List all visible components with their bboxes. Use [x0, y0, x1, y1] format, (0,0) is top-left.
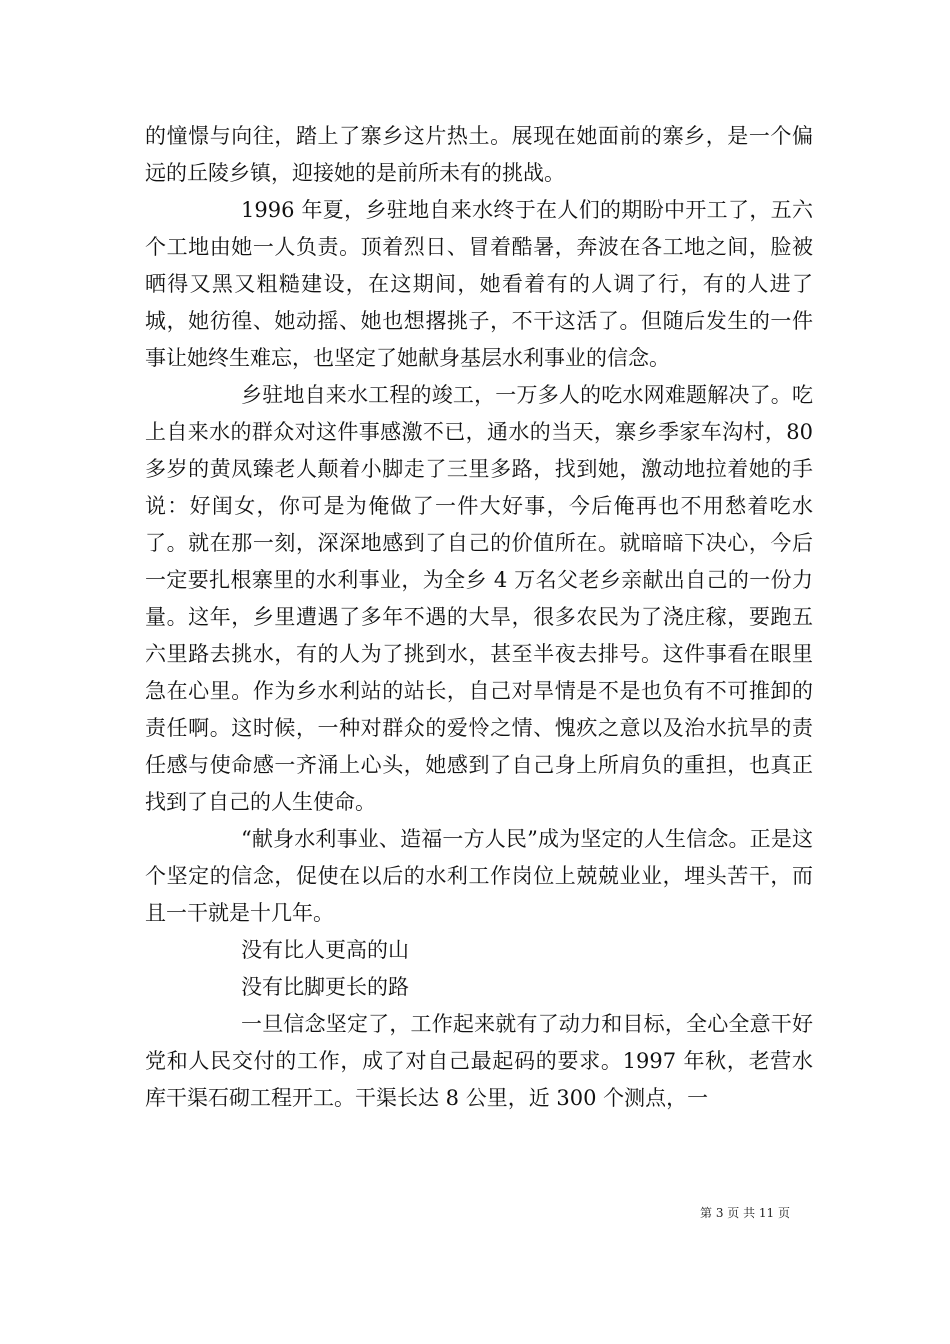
page-number-label: 第 3 页 共 11 页: [700, 1206, 790, 1220]
paragraph-closing: 一旦信念坚定了，工作起来就有了动力和目标，全心全意干好党和人民交付的工作，成了对自己最起码的要求。1997 年秋，老营水库干渠石砌工程开工。干渠长达 8 公里，近 300 个测点，一: [145, 1012, 813, 1110]
paragraph-project-completion: 乡驻地自来水工程的竣工，一万多人的吃水网难题解决了。吃上自来水的群众对这件事感激不已，通水的当天，寨乡季家车沟村，80 多岁的黄凤臻老人颠着小脚走了三里多路，找到她，激动地拉着她的手说：好闺女，你可是为俺做了一件大好事，今后俺再也不用愁着吃水了。就在那一刻，深深地感到了自己的价值所在。就暗暗下决心，今后一定要扎根寨里的水利事业，为全乡 4 万名父老乡亲献出自己的一份力量。这年，乡里遭遇了多年不遇的大旱，很多农民为了浇庄稼，要跑五六里路去挑水，有的人为了挑到水，甚至半夜去排号。这件事看在眼里急在心里。作为乡水利站的站长，自己对旱情是不是也负有不可推卸的责任啊。这时候，一种对群众的爱怜之情、愧疚之意以及治水抗旱的责任感与使命感一齐涌上心头，她感到了自己身上所肩负的重担，也真正找到了自己的人生使命。: [145, 383, 813, 814]
page-footer: [700, 1205, 900, 1221]
paragraph-1996-construction: 1996 年夏，乡驻地自来水终于在人们的期盼中开工了，五六个工地由她一人负责。顶着烈日、冒着酷暑，奔波在各工地之间，脸被晒得又黑又粗糙建设，在这期间，她看着有的人调了行，有的人进了城，她彷徨、她动摇、她也想撂挑子，不干这活了。但随后发生的一件事让她终生难忘，也坚定了她献身基层水利事业的信念。: [145, 198, 813, 370]
paragraph-continued: 的憧憬与向往，踏上了寨乡这片热土。展现在她面前的寨乡，是一个偏远的丘陵乡镇，迎接她的是前所未有的挑战。: [145, 124, 813, 185]
paragraph-life-belief: “献身水利事业、造福一方人民”成为坚定的人生信念。正是这个坚定的信念，促使在以后的水利工作岗位上兢兢业业，埋头苦干，而且一干就是十几年。: [145, 827, 813, 925]
verse-line-road: 没有比脚更长的路: [241, 975, 409, 999]
body-text: [145, 118, 813, 1117]
verse-line-mountain: 没有比人更高的山: [241, 938, 409, 962]
